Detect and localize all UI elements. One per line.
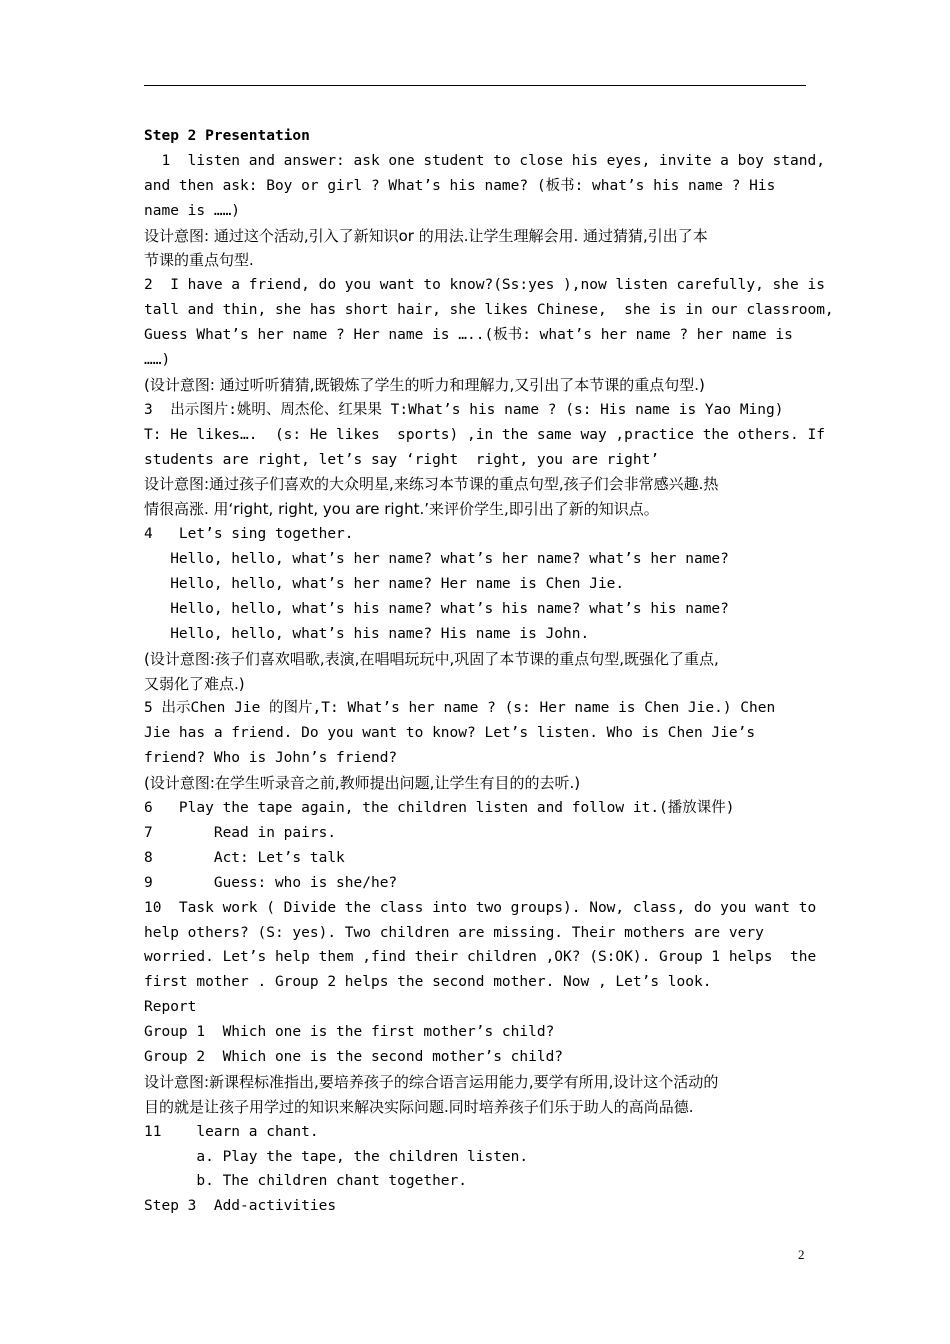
text-line: Report — [144, 999, 197, 1016]
text-line: 5 出示Chen Jie 的图片,T: What’s her name ? (s: Her name is Chen Jie.) Chen — [144, 700, 776, 717]
text-line: Jie has a friend. Do you want to know? Let’s listen. Who is Chen Jie’s — [144, 725, 756, 742]
text-line: Guess What’s her name ? Her name is …..(板书: what’s her name ? her name is — [144, 327, 793, 344]
text-line: 目的就是让孩子用学过的知识来解决实际问题.同时培养孩子们乐于助人的高尚品德. — [144, 1097, 694, 1116]
text-line: 节课的重点句型. — [144, 251, 254, 270]
text-line: 10 Task work ( Divide the class into two groups). Now, class, do you want to — [144, 899, 817, 916]
text-line: Hello, hello, what’s her name? Her name is Chen Jie. — [144, 576, 625, 593]
text-line: Hello, hello, what’s her name? what’s her name? what’s her name? — [144, 551, 729, 568]
text-line: 4 Let’s sing together. — [144, 526, 354, 543]
text-line: 2 I have a friend, do you want to know?(Ss:yes ),now listen carefully, she is — [144, 277, 825, 294]
text-line: Group 1 Which one is the first mother’s child? — [144, 1024, 555, 1041]
text-line: b. The children chant together. — [144, 1173, 468, 1190]
text-line: 11 learn a chant. — [144, 1123, 319, 1140]
text-line: first mother . Group 2 helps the second mother. Now , Let’s look. — [144, 974, 712, 991]
text-line: 设计意图:新课程标准指出,要培养孩子的综合语言运用能力,要学有所用,设计这个活动的 — [144, 1072, 719, 1091]
text-line: a. Play the tape, the children listen. — [144, 1148, 529, 1165]
text-line: worried. Let’s help them ,find their children ,OK? (S:OK). Group 1 helps the — [144, 949, 817, 966]
text-line: Step 2 Presentation — [144, 128, 310, 144]
text-line: 6 Play the tape again, the children listen and follow it.(播放课件) — [144, 800, 735, 817]
text-line: (设计意图:孩子们喜欢唱歌,表演,在唱唱玩玩中,巩固了本节课的重点句型,既强化了重点, — [144, 649, 719, 668]
text-line: 3 出示图片:姚明、周杰伦、红果果 T:What’s his name ? (s: His name is Yao Ming) — [144, 401, 784, 418]
text-line: name is ……) — [144, 202, 241, 219]
text-line: Hello, hello, what’s his name? His name is John. — [144, 625, 590, 642]
page-number: 2 — [798, 1247, 805, 1262]
text-line: 设计意图:通过孩子们喜欢的大众明星,来练习本节课的重点句型,孩子们会非常感兴趣.热 — [144, 475, 719, 494]
text-line: Group 2 Which one is the second mother’s child? — [144, 1048, 564, 1065]
text-line: 9 Guess: who is she/he? — [144, 874, 398, 891]
text-line: tall and thin, she has short hair, she likes Chinese, she is in our classroom, — [144, 302, 834, 319]
text-line: 情很高涨. 用‘right, right, you are right.’来评价学生,即引出了新的知识点。 — [144, 500, 659, 519]
text-line: and then ask: Boy or girl ? What’s his name? (板书: what’s his name ? His — [144, 177, 776, 194]
text-line: T: He likes…. (s: He likes sports) ,in the same way ,practice the others. If — [144, 426, 825, 443]
text-line: help others? (S: yes). Two children are missing. Their mothers are very — [144, 924, 764, 941]
header-rule — [144, 85, 806, 86]
text-line: (设计意图: 通过听听猜猜,既锻炼了学生的听力和理解力,又引出了本节课的重点句型.) — [144, 375, 705, 394]
text-line: 7 Read in pairs. — [144, 824, 337, 841]
text-line: 设计意图: 通过这个活动,引入了新知识or 的用法.让学生理解会用. 通过猜猜,引出了本 — [144, 226, 708, 245]
text-line: Hello, hello, what’s his name? what’s his name? what’s his name? — [144, 600, 729, 617]
text-line: 1 listen and answer: ask one student to close his eyes, invite a boy stand, — [144, 152, 825, 169]
text-line: (设计意图:在学生听录音之前,教师提出问题,让学生有目的的去听.) — [144, 774, 581, 793]
text-line: 又弱化了难点.) — [144, 674, 245, 693]
text-line: students are right, let’s say ‘right right, you are right’ — [144, 451, 660, 468]
text-line: ……) — [144, 352, 171, 369]
text-line: 8 Act: Let’s talk — [144, 849, 345, 866]
text-line: friend? Who is John’s friend? — [144, 750, 398, 767]
document-body — [144, 124, 834, 1219]
text-line: Step 3 Add-activities — [144, 1198, 337, 1215]
